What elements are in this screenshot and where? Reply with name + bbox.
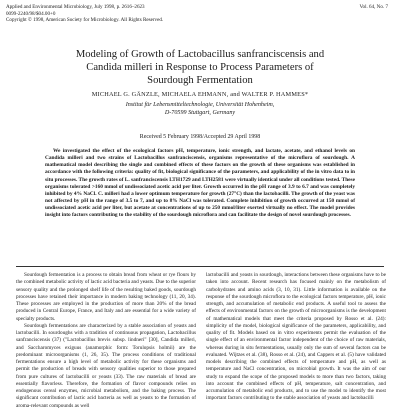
left-column <box>16 272 196 410</box>
affiliation-line: Institut für Lebensmitteltechnologie, Universität Hohenheim, <box>125 102 275 108</box>
body-paragraph: lactobacilli and yeasts in sourdough, interactions between these organisms have to be taken into account. Recent research has focused mainly on the metabolism of carbohydrates and amino acids (3, 10, 31). Little information is available on the response of the sourdough microflora to the ecological factors temperature, pH, ionic strength, and accumulation of metabolic end products. A useful tool to assess the effects of environmental factors on the growth of microorganisms is the development of mathematical models that meet the criteria proposed by Rosso et al. (24): simplicity of the model, biological significance of the parameters, applicability, and quality of fit. Models based on in vitro experiments permit the evaluation of the single effect of an environmental factor independent of the choice of raw materials, whereas during in situ fermentations, usually only the sum of several factors can be evaluated. Wijtzes et al. (38), Rosso et al. (24), and Cappers et al. (5) have validated models describing the combined effects of temperature and pH, as well as temperature and NaCl concentration, on microbial growth. It was the aim of our study to expand the scope of the proposed models to more than two factors, taking into account the combined effects of pH, temperature, salt concentration, and accumulation of metabolic end products, and to use the model to identify the most important factors contributing to the stable association of yeasts and lactobacilli <box>206 272 386 402</box>
volume-issue: Vol. 64, No. 7 <box>359 4 388 10</box>
body-paragraph: Sourdough fermentations are characterized by a stable association of yeasts and lactobacilli. In sourdoughs with a tradition of continuous propagation, Lactobacillus sanfranciscensis (37) ("Lactobacillus brevis subsp. lindneri" [30], Candida milleri, and Saccharomyces exiguus (anamorphic form: Torulopsis holmii) are the predominant microorganisms (1, 26, 35). The process conditions of traditional fermentations ensure a high level of metabolic activity for these organisms and permit the production of breads with sensory qualities superior to those prepared from pure cultures of lactobacilli or yeasts (33). The raw materials of bread are essentially flavorless. Therefore, the formation of flavor compounds relies on endogenous cereal enzymes, microbial metabolism, and the baking process. The significant contribution of lactic acid bacteria as well as yeasts to the formation of aroma-relevant compounds as well <box>16 322 196 409</box>
title-line: Candida milleri in Response to Process Parameters of <box>86 62 314 74</box>
affiliation-line: D-70599 Stuttgart, Germany <box>164 110 236 116</box>
abstract: We investigated the effect of the ecological factors pH, temperature, ionic strength, and lactate, acetate, and ethanol levels on Candida milleri and two strains of Lactobacillus sanfranciscensis, organisms representative of the microflora of sourdough. A mathematical model describing the single and combined effects of these factors on the growth of these organisms was established in accordance with the following criteria: quality of fit, biological significance of the parameters, and applicability of the in vitro data to in situ processes. The growth rates of L. sanfranciscensis LTH1729 and LTH2581 were virtually identical under all conditions tested. These organisms tolerated >160 mmol of undissociated acetic acid per liter. Growth occurred in the pH range of 3.9 to 6.7 and was completely inhibited by 4% NaCl. C. milleri had a lower optimum temperature for growth (27°C) than the lactobacilli. The growth of the yeast was not affected by pH in the range of 3.5 to 7, and up to 8% NaCl was tolerated. Complete inhibition of growth occurred at 150 mmol of undissociated acetic acid per liter, but acetate at concentrations of up to 250 mmol/liter exerted virtually no effect. The model provides insight into factors contributing to the stability of the sourdough microflora and can facilitate the design of novel sourdough processes. <box>45 148 355 219</box>
body-paragraph: Sourdough fermentation is a process to obtain bread from wheat or rye flours by the combined metabolic activity of lactic acid bacteria and yeasts. Due to the superior sensory quality and the prolonged shelf life of the resulting baked goods, sourdough processes have retained their importance in modern baking technology (11, 20, 34). These processes are employed in the production of more than 20% of the bread produced in Central Europe, France, and Italy and are essential for a wide variety of specialty products. <box>16 272 196 322</box>
title-line: Sourdough Fermentation <box>147 75 253 87</box>
copyright-line: Copyright © 1998, American Society for Microbiology. All Rights Reserved. <box>6 17 164 23</box>
received-dates: Received 5 February 1998/Accepted 29 April 1998 <box>139 134 261 140</box>
section-divider <box>16 266 384 267</box>
author-list: MICHAEL G. GÄNZLE, MICHAELA EHMANN, and WALTER P. HAMMES* <box>91 91 309 98</box>
title-line: Modeling of Growth of Lactobacillus sanfranciscensis and <box>75 49 325 60</box>
article-title <box>20 48 380 88</box>
issn-line: 0099-2240/98/$04.00+0 <box>6 10 56 17</box>
journal-header: Applied and Environmental Microbiology, July 1998, p. 2616–2623 <box>6 4 145 10</box>
right-column <box>206 272 386 403</box>
